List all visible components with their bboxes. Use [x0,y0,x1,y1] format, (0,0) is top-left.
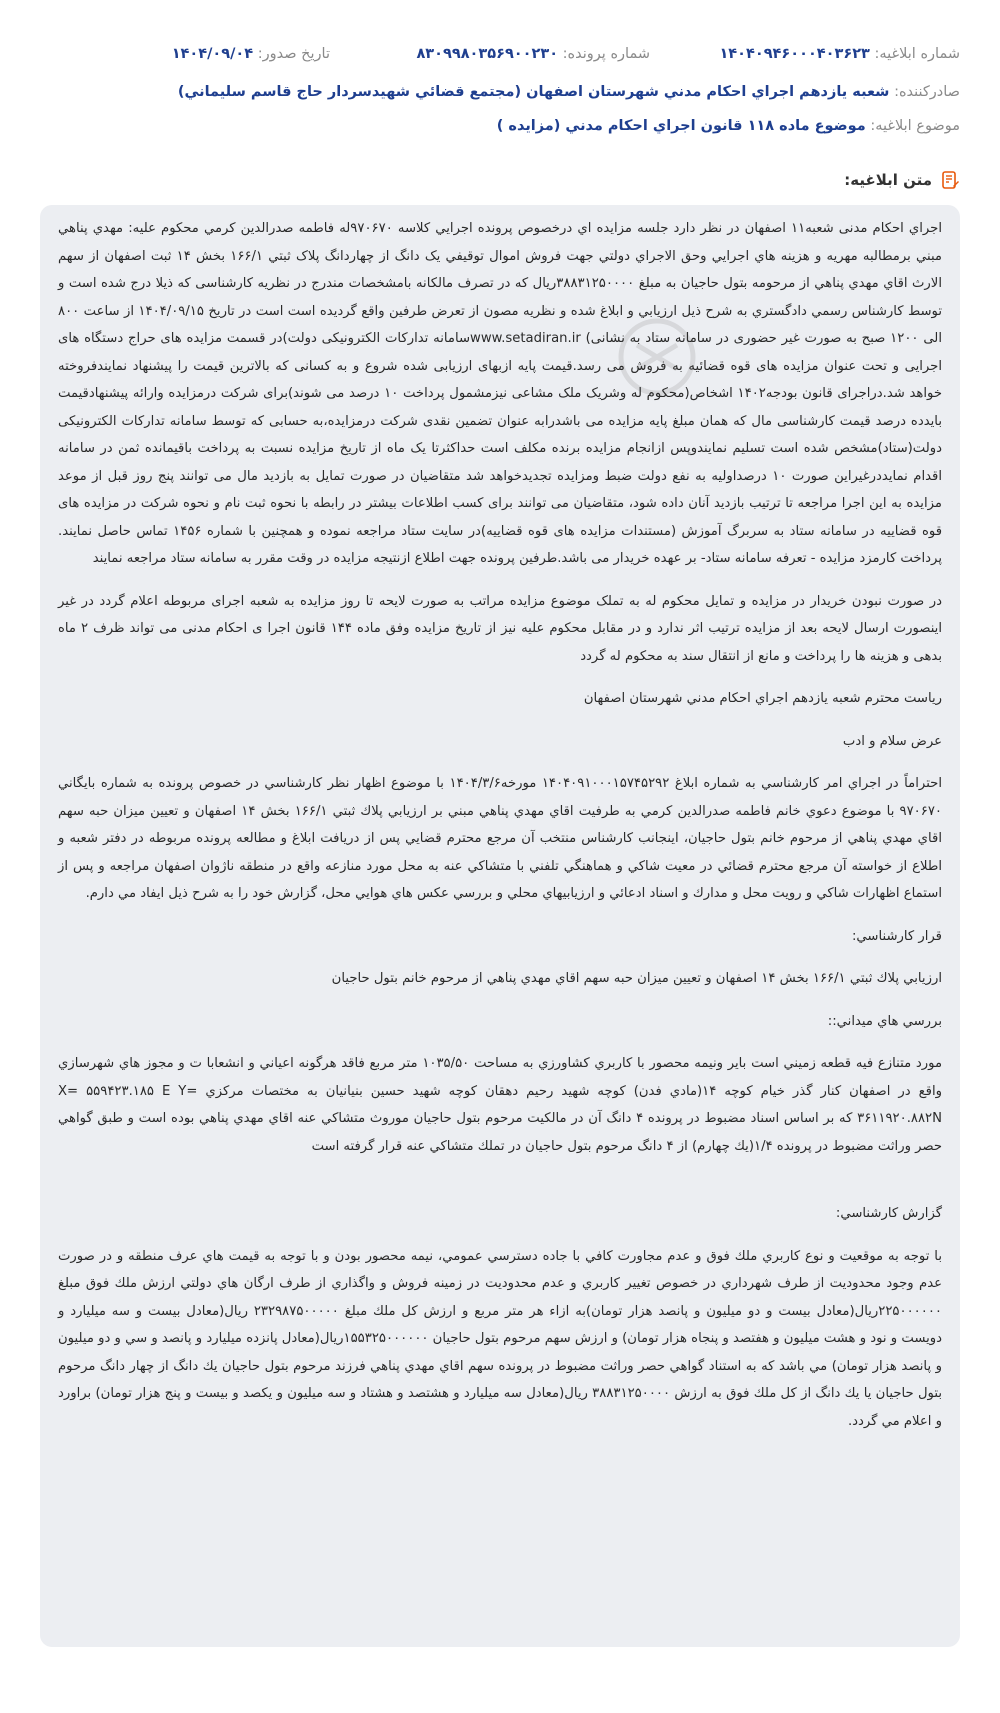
notice-meta-row [40,46,960,70]
notice-text-title: متن ابلاغيه: [844,171,932,189]
case-number-value: ۸۳۰۹۹۸۰۳۵۶۹۰۰۲۳۰ [416,46,559,62]
notice-body-text [58,215,942,1450]
paragraph-order: ارزيابي پلاك ثبتي ۱۶۶/۱ بخش ۱۴ اصفهان و تعيين ميزان حبه سهم اقاي مهدي پناهي از مرحوم خانم بتول حاجيان [331,971,942,986]
paragraph-order-heading: قرار كارشناسي: [851,928,942,944]
notice-number-label: شماره ابلاغيه: [874,46,960,62]
notice-text-heading [844,167,960,193]
notice-body [40,205,960,1647]
case-number-label: شماره پرونده: [562,46,650,62]
case-number [416,46,650,62]
paragraph-expert-intro: احتراماً در اجراي امر كارشناسي به شماره ابلاغ ۱۴۰۴۰۹۱۰۰۰۱۵۷۴۵۲۹۲ مورخه۱۴۰۴/۳/۶ با موضوع اظهار نظر كارشناسي در خصوص پرونده به شماره بايگاني ۹۷۰۶۷۰ با موضوع دعوي خانم فاطمه صدرالدين كرمي به طرفيت اقاي مهدي پناهي مبني بر ارزيابي پلاك ثبتي ۱۶۶/۱ بخش ۱۴ اصفهان و تعيين ميزان حبه سهم اقاي مهدي پناهي از مرحوم خانم بتول حاجيان، اينجانب كارشناس منتخب آن مرجع محترم قضايي پس از دريافت ابلاغ و مطالعه پرونده مربوطه در دفتر شعبه و اطلاع از خواسته آن مرجع محترم قضائي در معيت شاكي و هماهنگي تلفني با متشاكي عنه به محل مورد منازعه واقع در منطقه ناژوان اصفهان مراجعه و پس از استماع اظهارات شاكي و رويت محل و مدارك و اسناد ادعائي و ارزيابيهاي محلي و بررسي عكس هاي هوايي محل، گزارش خود را به شرح ذيل ايفاد مي دارم. [58,776,942,901]
paragraph-auction: اجراي احکام مدنی شعبه۱۱ اصفهان در نظر دارد جلسه مزايده اي درخصوص پرونده اجرايي کلاسه ۹۷۰۶۷۰له فاطمه صدرالدين کرمي محکوم علیه: مهدي پناهي مبني برمطالبه مهريه و هزينه هاي اجرايي وحق الاجراي دولتي جهت فروش اموال توقيفي يک دانگ از چهاردانگ پلاک ثبتي ۱۶۶/۱ بخش ۱۴ ثبت اصفهان از سهم الارث اقاي مهدي پناهي از مرحومه بتول حاجيان به مبلغ ۳۸۸۳۱۲۵۰۰۰۰ريال که در تصرف مالکانه بامشخصات مندرج در نظريه کارشناسی که ذيلا درج شده است و توسط کارشناس رسمي دادگستري به شرح ذيل ارزيابي و ابلاغ شده و نظريه مصون از تعرض طرفين واقع گرديده است است در تاريخ ۱۴۰۴/۰۹/۱۵ از ساعت ۸۰۰ الی ۱۲۰۰ صبح به صورت غير حضوری در سامانه ستاد به نشانی) www.setadiran.irسامانه تدارکات الکترونيکی دولت)در قسمت مزايده های حراج دستگاه های اجرايی و تحت عنوان مزايده های قوه قضائيه به فروش می رسد.قيمت پايه ازبهای ارزيابی شده شروع و به کسانی که بالاترين قيمت را پيشنهاد نمايندفروخته خواهد شد.دراجرای قانون بودجه۱۴۰۲ اشخاص(محکوم له وشريک ملک مشاعی نيزمشمول پرداخت ۱۰ درصد می شوند)برای شرکت درمزايده وارائه پيشنهادقيمت بايدده درصد قيمت کارشناسی مال که همان مبلغ پايه مزايده می باشدرابه عنوان تضمين نقدی شرکت درمزايده،به حسابی که توسط سامانه تدارکات الکترونيکی دولت(ستاد)مشخص شده است تسليم نمايندوپس ازانجام مزايده برنده مکلف است حداکثرتا يک ماه از تاريخ مزايده نسبت به پرداخت باقيمانده ثمن در سامانه اقدام نمايددرغيراين صورت ۱۰ درصداوليه به نفع دولت ضبط ومزايده تجديدخواهد شد متقاضيان در صورت تمايل به بازديد مال می توانند پنج روز قبل از موعد مزايده به اين اجرا مراجعه تا ترتيب بازديد آنان داده شود، متقاضيان می توانند برای کسب اطلاعات بيشتر در رابطه با نحوه ثبت نام و نحوه شرکت در مزايده های قوه قضاييه در سامانه ستاد به سربرگ آموزش (مستندات مزايده های قوه قضاييه)در سايت ستاد مراجعه نموده و همچنين با شماره ۱۴۵۶ تماس حاصل نمايند. پرداخت کارمزد مزايده - تعرفه سامانه ستاد- بر عهده خريدار می باشد.طرفين پرونده جهت اطلاع ازنتيجه مزايده در وقت مقرر به سامانه ستاد مراجعه نمايند [58,221,943,566]
issuer-value: شعبه يازدهم اجراي احکام مدني شهرستان اصفهان (مجتمع قضائي شهيدسردار حاج قاسم سليماني) [177,84,890,100]
paragraph-addressee: رياست محترم شعبه يازدهم اجراي احكام مدني شهرستان اصفهان [583,691,942,706]
notice-number-value: ۱۴۰۴۰۹۴۶۰۰۰۴۰۳۶۲۳ [719,46,870,62]
issuer-row [40,84,960,110]
issue-date [172,46,330,62]
subject-value: موضوع ماده ۱۱۸ قانون اجراي احكام مدني (مزايده ) [496,118,866,134]
paragraph-field-heading: بررسي هاي ميداني:: [827,1013,942,1029]
issue-date-value: ۱۴۰۴/۰۹/۰۴ [171,46,254,62]
subject-label: موضوع ابلاغيه: [870,118,960,134]
issuer-label: صادرکننده: [894,84,960,100]
issue-date-label: تاريخ صدور: [257,46,330,62]
document-edit-icon [940,170,960,190]
paragraph-report: با توجه به موقعيت و نوع كاربري ملك فوق و عدم مجاورت كافي با جاده دسترسي عمومي، نيمه محصور بودن و با توجه به قيمت هاي عرف منطقه و در صورت عدم وجود محدوديت از طرف شهرداري در خصوص تغيير كاربري و عدم محدوديت در زمينه فروش و واگذاري از طرف ارگان هاي دولتي ارزش ملك فوق مبلغ ۲۲۵۰۰۰۰۰۰ريال(معادل بيست و دو ميليون و پانصد هزار تومان)به ازاء هر متر مربع و ارزش كل ملك مبلغ ۲۳۲۹۸۷۵۰۰۰۰۰ ريال(معادل بيست و سه ميليارد و دويست و نود و هشت ميليون و هفتصد و پنجاه هزار تومان) و ارزش سهم مرحوم بتول حاجيان ۱۵۵۳۲۵۰۰۰۰۰۰ريال(معادل پانزده ميليارد و پانصد و سي و دو ميليون و پانصد هزار تومان) مي باشد كه به استناد گواهي حصر وراثت مضبوط در پرونده سهم اقاي مهدي پناهي فرزند مرحوم بتول حاجيان يك دانگ از چهار دانگ مرحوم بتول حاجيان يا يك دانگ از كل ملك فوق به ارزش ۳۸۸۳۱۲۵۰۰۰۰ ريال(معادل سه ميليارد و هشتصد و هشتاد و سه ميليون و يكصد و بيست و پنج هزار تومان) براورد و اعلام مي گردد. [58,1248,943,1429]
paragraph-field: مورد متنازع فيه قطعه زميني است باير ونيمه محصور با كاربري كشاورزي به مساحت ۱۰۳۵/۵۰ متر مربع فاقد هرگونه اعياني و انشعابا ت و مجوز هاي شهرسازي واقع در اصفهان كنار گذر خيام كوچه ۱۴(مادي فدن) كوچه شهيد رحيم دهقان كوچه شهيد حسين بنيانيان به مختصات مركزي X= ۵۵۹۴۲۳.۱۸۵ E Y= ۳۶۱۱۹۲۰.۸۸۲N كه بر اساس اسناد مضبوط در پرونده ۴ دانگ آن در مالكيت مرحوم بتول حاجيان موروث متشاكي عنه اقاي مهدي پناهي بوده است و طبق گواهي حصر وراثت مضبوط در پرونده ۱/۴(يك چهارم) از ۴ دانگ مرحوم بتول حاجيان در تملك متشاكي عنه قرار گرفته است [58,1056,943,1154]
paragraph-no-buyer: در صورت نبودن خريدار در مزايده و تمايل محکوم له به تملک موضوع مزايده مراتب به صورت لايحه تا روز مزايده به شعبه اجرای مربوطه اعلام گردد در غير اينصورت ارسال لايحه بعد از مزايده ترتيب اثر ندارد و در مقابل محکوم عليه نيز از تاريخ مزايده وفق ماده ۱۴۴ قانون اجرا ی احکام مدنی می تواند ظرف ۲ ماه بدهی و هزينه ها را پرداخت و مانع از انتقال سند به محکوم له گردد [58,593,943,664]
paragraph-report-heading: گزارش كارشناسي: [835,1206,942,1221]
subject-row [40,118,960,144]
notice-number [719,46,960,62]
paragraph-greeting: عرض سلام و ادب [842,733,942,749]
